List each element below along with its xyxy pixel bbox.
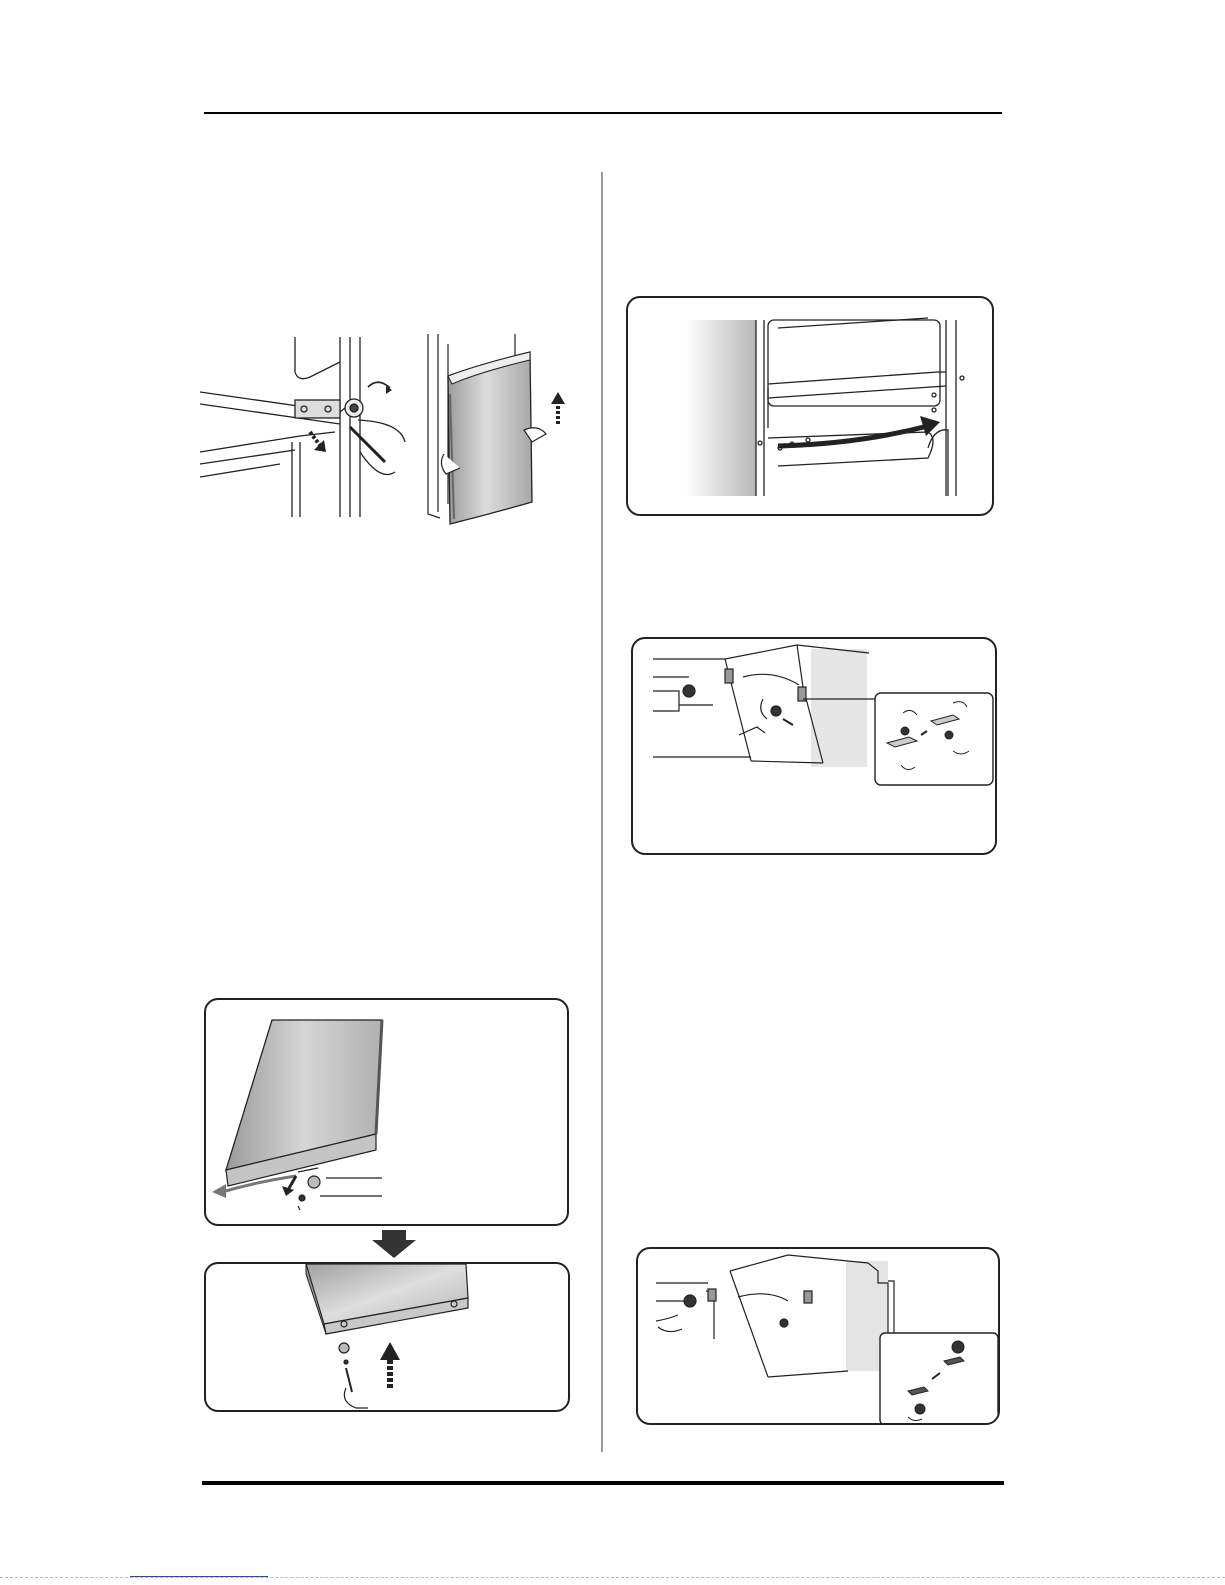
figure-door-pin-install (204, 1262, 570, 1412)
figure-door-lift-off (420, 334, 580, 526)
figure-lower-hinge-swap (636, 1247, 1000, 1425)
header-rule (204, 112, 1002, 114)
footer-link-underline (130, 1576, 268, 1578)
block-down-arrow-icon (370, 1230, 418, 1258)
lower-hinge-inset (880, 1333, 998, 1423)
figure-hinge-hole-transfer (626, 296, 994, 516)
curved-arrow-icon (778, 416, 940, 446)
figure-hinge-removal (200, 332, 410, 522)
figure-door-pin-removal (204, 998, 569, 1226)
up-arrow-icon (380, 1342, 400, 1388)
footer-rule (202, 1481, 1004, 1485)
figure-top-hinge-swap (631, 637, 997, 855)
hinge-detail-inset (875, 693, 993, 785)
up-arrow-icon (551, 392, 565, 424)
column-divider (601, 172, 603, 1452)
